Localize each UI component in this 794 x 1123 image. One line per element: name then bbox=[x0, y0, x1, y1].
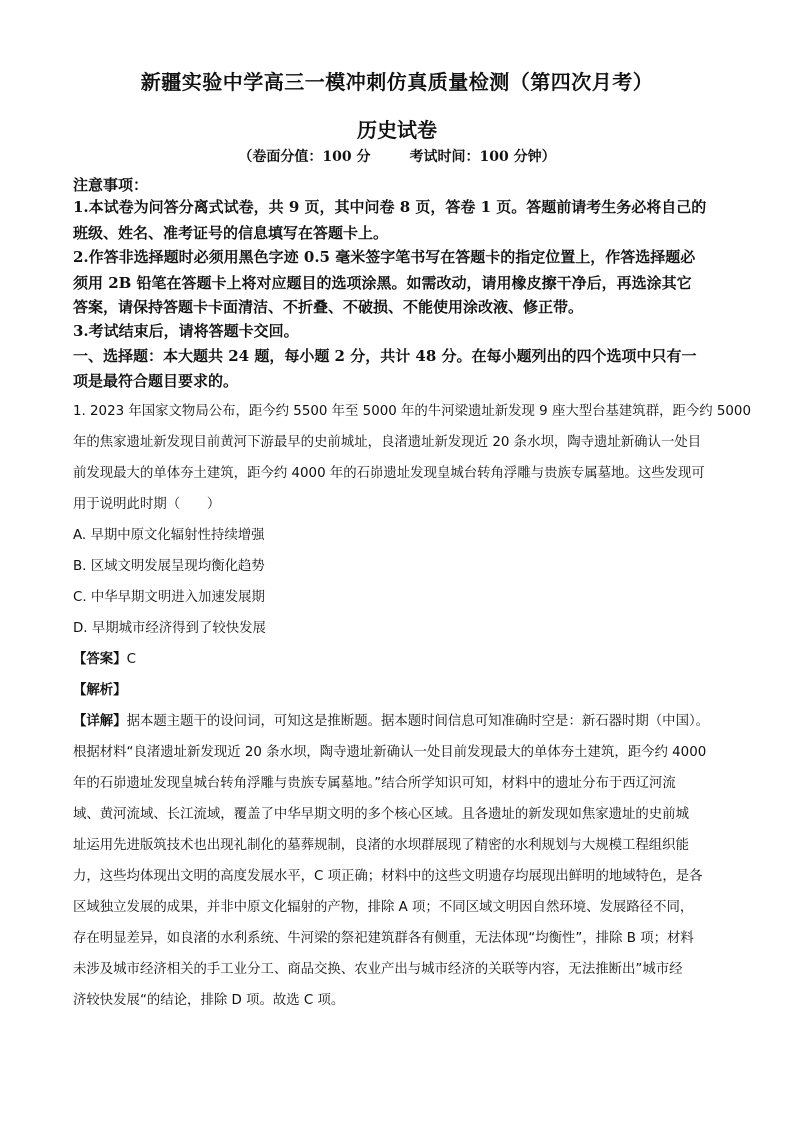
detail-line: 存在明显差异，如良渚的水利系统、牛河梁的祭祀建筑群各有侧重，无法体现“均衡性”，排除 B 项；材料 bbox=[73, 931, 694, 946]
option-a: A. 早期中原文化辐射性持续增强 bbox=[73, 528, 265, 543]
notice-line: 须用 2B 铅笔在答题卡上将对应题目的选项涂黑。如需改动，请用橡皮擦干净后，再选涂其它 bbox=[73, 274, 692, 292]
exam-main-title: 新疆实验中学高三一模冲刺仿真质量检测（第四次月考） bbox=[140, 70, 654, 94]
time-info: 考试时间：100 分钟） bbox=[409, 149, 556, 165]
section-heading: 一、选择题：本大题共 24 题，每小题 2 分，共计 48 分。在每小题列出的四个选项中只有一 bbox=[73, 347, 697, 365]
question-stem-line: 用于说明此时期（ ） bbox=[73, 497, 221, 512]
detail-tag: 【详解】 bbox=[73, 714, 127, 729]
question-stem-line: 年的焦家遗址新发现目前黄河下游最早的史前城址，良渚遗址新发现近 20 条水坝，陶寺遗址新确认一处目 bbox=[73, 435, 702, 450]
exam-meta bbox=[0, 146, 794, 166]
section-heading: 项是最符合题目要求的。 bbox=[73, 372, 239, 390]
score-info: （卷面分值：100 分 bbox=[238, 149, 371, 165]
detail-line: 根据材料“良渚遗址新发现近 20 条水坝，陶寺遗址新确认一处目前发现最大的单体夯土建筑，距今约 4000 bbox=[73, 745, 707, 760]
notice-line: 1.本试卷为问答分离式试卷，共 9 页，其中问卷 8 页，答卷 1 页。答题前请考生务必将自己的 bbox=[73, 198, 707, 216]
analysis-line bbox=[73, 679, 127, 698]
notice-line: 答案，请保持答题卡卡面清洁、不折叠、不破损、不能使用涂改液、修正带。 bbox=[73, 298, 584, 316]
answer-line bbox=[73, 648, 136, 667]
answer-tag: 【答案】 bbox=[73, 652, 127, 667]
detail-text: 据本题主题干的设问词，可知这是推断题。据本题时间信息可知准确时空是：新石器时期（中国）。 bbox=[126, 714, 710, 729]
option-c: C. 中华早期文明进入加速发展期 bbox=[73, 590, 265, 605]
notice-line: 3.考试结束后，请将答题卡交回。 bbox=[73, 322, 299, 340]
detail-line: 济较快发展“的结论，排除 D 项。故选 C 项。 bbox=[73, 993, 345, 1008]
detail-line: 区域独立发展的成果，并非中原文化辐射的产物，排除 A 项；不同区域文明因自然环境、发展路径不同， bbox=[73, 900, 694, 915]
detail-line: 址运用先进版筑技术也出现礼制化的墓葬规制，良渚的水坝群展现了精密的水利规划与大规模工程组织能 bbox=[73, 838, 689, 853]
detail-line: 力，这些均体现出文明的高度发展水平，C 项正确；材料中的这些文明遗存均展现出鲜明的地域特色，是各 bbox=[73, 869, 703, 884]
notice-line: 2.作答非选择题时必须用黑色字迹 0.5 毫米签字笔书写在答题卡的指定位置上，作答选择题必 bbox=[73, 248, 696, 266]
notice-heading: 注意事项： bbox=[73, 176, 149, 194]
notice-line: 班级、姓名、准考证号的信息填写在答题卡上。 bbox=[73, 224, 389, 242]
question-stem-line: 1. 2023 年国家文物局公布，距今约 5500 年至 5000 年的牛河梁遗址新发现 9 座大型台基建筑群，距今约 5000 bbox=[73, 404, 751, 419]
option-b: B. 区域文明发展呈现均衡化趋势 bbox=[73, 559, 265, 574]
answer-value: C bbox=[126, 652, 136, 667]
detail-line: 年的石峁遗址发现皇城台转角浮雕与贵族专属墓地。”结合所学知识可知，材料中的遗址分布于西辽河流 bbox=[73, 776, 676, 791]
detail-line: 未涉及城市经济相关的手工业分工、商品交换、农业产出与城市经济的关联等内容，无法推断出”城市经 bbox=[73, 962, 683, 977]
analysis-tag: 【解析】 bbox=[73, 683, 127, 698]
detail-line bbox=[73, 710, 743, 729]
question-stem-line: 前发现最大的单体夯土建筑，距今约 4000 年的石峁遗址发现皇城台转角浮雕与贵族专属墓地。这些发现可 bbox=[73, 466, 705, 481]
option-d: D. 早期城市经济得到了较快发展 bbox=[73, 621, 266, 636]
subject-title: 历史试卷 bbox=[357, 118, 437, 142]
detail-line: 域、黄河流域、长江流域，覆盖了中华早期文明的多个核心区域。且各遗址的新发现如焦家遗址的史前城 bbox=[73, 807, 689, 822]
